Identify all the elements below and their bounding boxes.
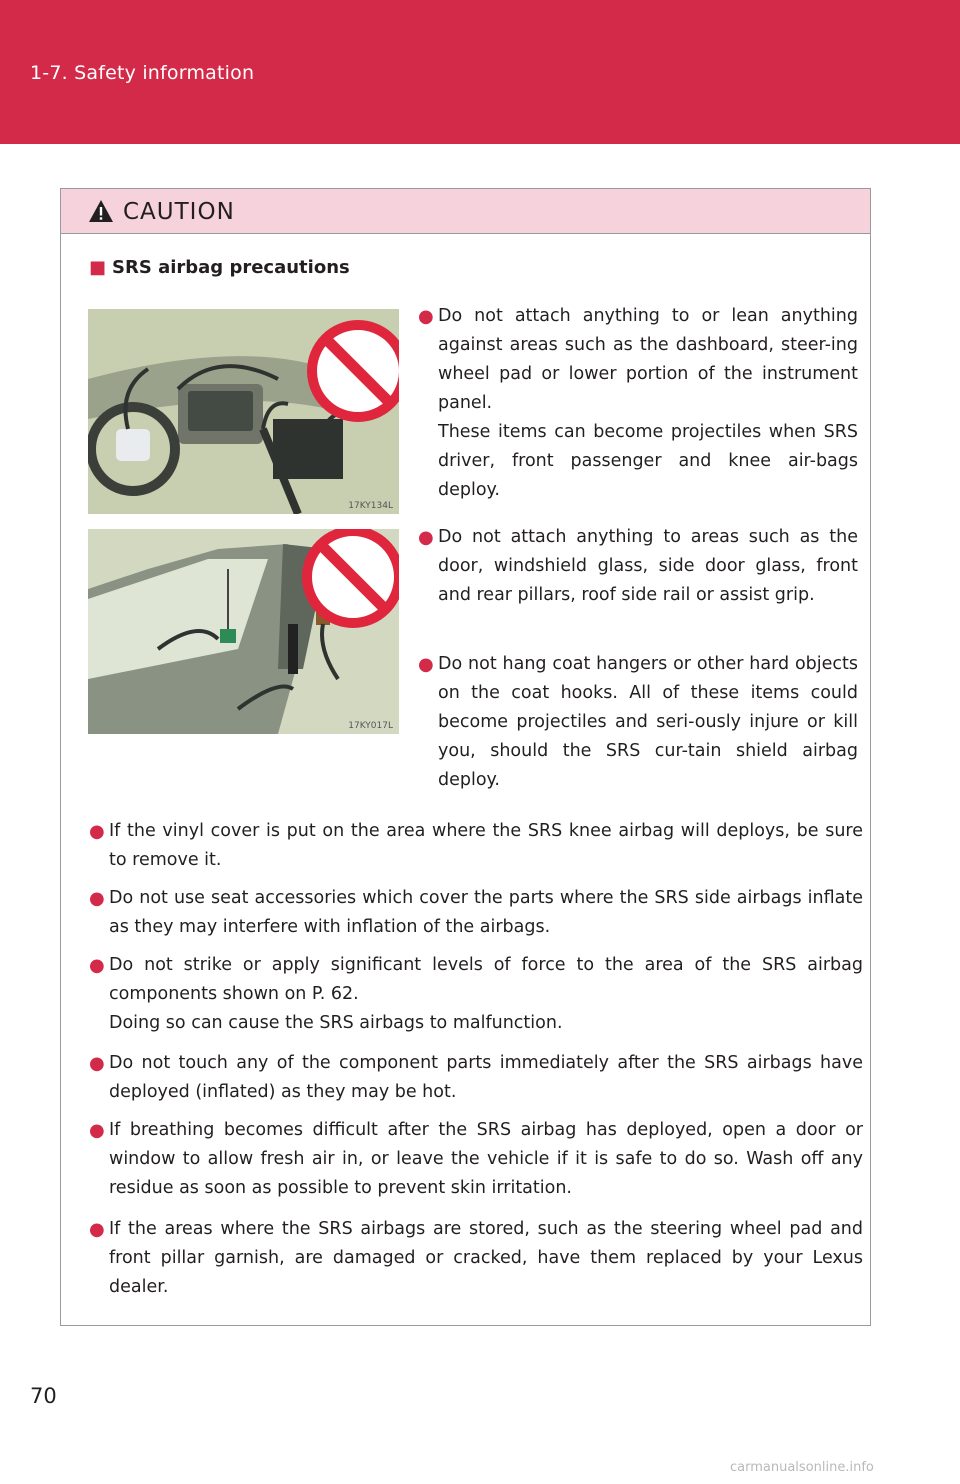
full-bullet-4 (89, 1049, 863, 1107)
bullet-dot: ● (89, 888, 105, 909)
full-bullet-1 (89, 817, 863, 875)
side-bullet-1 (418, 302, 858, 505)
heading-marker: ■ (89, 257, 107, 278)
bullet-text: Do not hang coat hangers or other hard objects on the coat hooks. All of these items could become projectiles and seri-ously injure or kill you, should the SRS cur-tain shield airbag deploy. (438, 654, 858, 790)
bullet-dot: ● (89, 1053, 105, 1074)
section-heading (89, 257, 350, 278)
bullet-dot: ● (89, 821, 105, 842)
page-header (0, 0, 960, 144)
bullet-dot: ● (89, 1120, 105, 1141)
caution-header (61, 189, 870, 234)
image-code: 17KY134L (348, 501, 393, 511)
section-title: 1-7. Safety information (30, 62, 255, 84)
bullet-dot: ● (89, 1219, 105, 1240)
warning-triangle-icon (88, 199, 114, 223)
bullet-text: If the areas where the SRS airbags are stored, such as the steering wheel pad and front pillar garnish, are damaged or cracked, have them replaced by your Lexus dealer. (109, 1219, 863, 1297)
bullet-text: Do not attach anything to areas such as the door, windshield glass, side door glass, front and rear pillars, roof side rail or assist grip. (438, 527, 858, 605)
bullet-text: If breathing becomes difficult after the SRS airbag has deployed, open a door or window to allow fresh air in, or leave the vehicle if it is safe to do so. Wash off any residue as soon as possible to prevent skin irritation. (109, 1120, 863, 1198)
bullet-text: Do not touch any of the component parts immediately after the SRS airbags have deployed (inflated) as they may be hot. (109, 1053, 863, 1102)
bullet-text: Do not use seat accessories which cover the parts where the SRS side airbags inflate as they may interfere with inflation of the airbags. (109, 888, 863, 937)
door-pillar-illustration (88, 529, 399, 734)
full-bullet-2 (89, 884, 863, 942)
side-bullet-2 (418, 523, 858, 610)
watermark[interactable]: carmanualsonline.info (730, 1460, 874, 1475)
bullet-dot: ● (418, 306, 434, 327)
bullet-text: Do not strike or apply significant levels of force to the area of the SRS airbag components shown on P. 62. Doing so can cause the SRS airbags to malfunction. (109, 955, 863, 1033)
bullet-text: Do not attach anything to or lean anything against areas such as the dashboard, steer-ing wheel pad or lower portion of the instrument panel. These items can become projectiles when SRS driver, front passenger and knee air-bags deploy. (438, 306, 858, 500)
full-bullet-6 (89, 1215, 863, 1302)
bullet-dot: ● (418, 654, 434, 675)
heading-text: SRS airbag precautions (112, 257, 350, 278)
page-number: 70 (30, 1384, 57, 1408)
full-bullet-5 (89, 1116, 863, 1203)
bullet-dot: ● (418, 527, 434, 548)
bullet-dot: ● (89, 955, 105, 976)
bullet-text: If the vinyl cover is put on the area where the SRS knee airbag will deploys, be sure to remove it. (109, 821, 863, 870)
image-code: 17KY017L (348, 721, 393, 731)
dashboard-illustration (88, 309, 399, 514)
caution-label: CAUTION (123, 199, 235, 225)
full-bullet-3 (89, 951, 863, 1038)
caution-box (60, 188, 871, 1326)
side-bullet-3 (418, 650, 858, 795)
